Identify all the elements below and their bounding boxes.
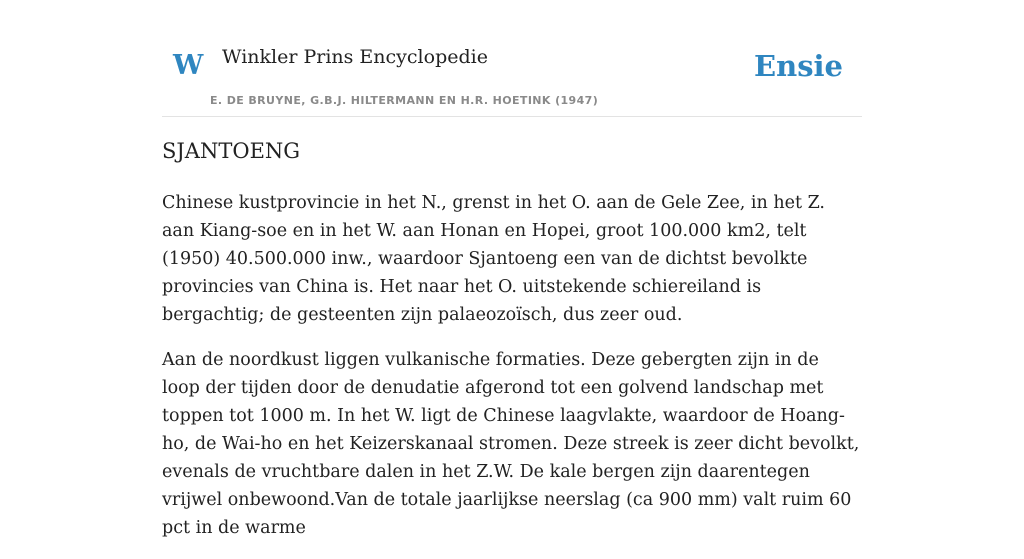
- site-title[interactable]: Winkler Prins Encyclopedie: [222, 46, 488, 68]
- site-header: [162, 0, 862, 117]
- article-paragraph: Aan de noordkust liggen vulkanische formaties. Deze gebergten zijn in de loop der tijden door de denudatie afgerond tot een golvend landschap met toppen tot 1000 m. In het W. ligt de Chinese laagvlakte, waardoor de Hoang-ho, de Wai-ho en het Keizerskanaal stromen. Deze streek is zeer dicht bevolkt, evenals de vruchtbare dalen in het Z.W. De kale bergen zijn daarentegen vrijwel onbewoond.Van de totale jaarlijkse neerslag (ca 900 mm) valt ruim 60 pct in de warme: [162, 350, 860, 539]
- site-logo[interactable]: W: [173, 50, 204, 81]
- site-subtitle: E. DE BRUYNE, G.B.J. HILTERMANN EN H.R. HOETINK (1947): [210, 94, 599, 107]
- brand-logo[interactable]: Ensie: [754, 49, 843, 83]
- article-title: SJANTOENG: [162, 139, 301, 163]
- article-paragraph: Chinese kustprovincie in het N., grenst in het O. aan de Gele Zee, in het Z. aan Kiang-soe en in het W. aan Honan en Hopei, groot 100.000 km2, telt (1950) 40.500.000 inw., waardoor Sjantoeng een van de dichtst bevolkte provincies van China is. Het naar het O. uitstekende schiereiland is bergachtig; de gesteenten zijn palaeozoïsch, dus zeer oud.: [162, 193, 825, 326]
- article: [162, 138, 862, 559]
